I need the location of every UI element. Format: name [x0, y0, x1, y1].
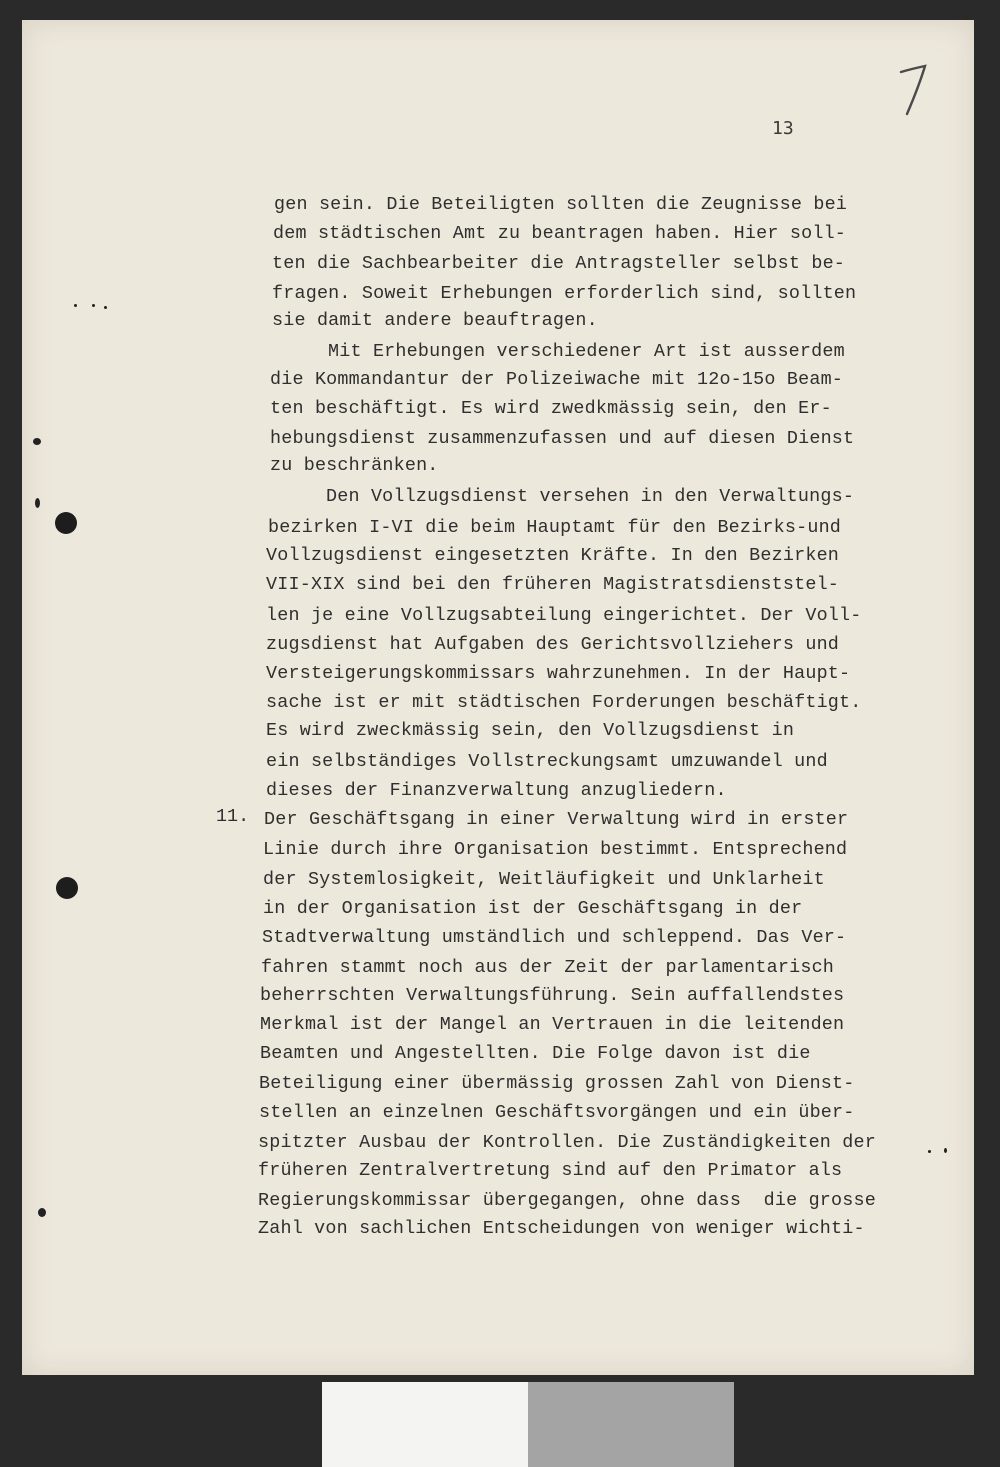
text-line: dem städtischen Amt zu beantragen haben. Hier soll-: [273, 223, 847, 244]
margin-speck: [38, 1208, 46, 1217]
text-line: Merkmal ist der Mangel an Vertrauen in die leitenden: [260, 1014, 845, 1035]
punch-hole-upper: [55, 512, 77, 534]
text-line: Mit Erhebungen verschiedener Art ist ausserdem: [328, 341, 845, 362]
text-line: bezirken I-VI die beim Hauptamt für den Bezirks-und: [268, 517, 842, 538]
margin-speck: [35, 498, 40, 508]
margin-speck: [33, 438, 41, 445]
text-line: Der Geschäftsgang in einer Verwaltung wird in erster: [264, 809, 849, 830]
text-line: der Systemlosigkeit, Weitläufigkeit und Unklarheit: [263, 869, 825, 890]
text-line: Linie durch ihre Organisation bestimmt. Entsprechend: [263, 839, 848, 860]
text-line: beherrschten Verwaltungsführung. Sein auffallendstes: [260, 985, 845, 1006]
text-line: Beamten und Angestellten. Die Folge davon ist die: [260, 1043, 811, 1064]
text-line: Regierungskommissar übergegangen, ohne dass die grosse: [258, 1190, 876, 1211]
text-line: dieses der Finanzverwaltung anzugliedern.: [266, 780, 727, 801]
text-line: spitzter Ausbau der Kontrollen. Die Zuständigkeiten der: [258, 1132, 876, 1153]
text-line: die Kommandantur der Polizeiwache mit 12o-15o Beam-: [270, 369, 844, 390]
margin-speck: [92, 304, 95, 307]
text-line: früheren Zentralvertretung sind auf den Primator als: [258, 1160, 843, 1181]
text-line: Den Vollzugsdienst versehen in den Verwaltungs-: [326, 486, 855, 507]
text-line: gen sein. Die Beteiligten sollten die Zeugnisse bei: [274, 194, 848, 215]
text-line: len je eine Vollzugsabteilung eingerichtet. Der Voll-: [266, 605, 862, 626]
text-line: Vollzugsdienst eingesetzten Kräfte. In den Bezirken: [266, 545, 840, 566]
text-line: hebungsdienst zusammenzufassen und auf diesen Dienst: [270, 428, 855, 449]
text-line: in der Organisation ist der Geschäftsgang in der: [263, 898, 803, 919]
text-line: Stadtverwaltung umständlich und schleppend. Das Ver-: [262, 927, 847, 948]
text-line: Beteiligung einer übermässig grossen Zahl von Dienst-: [259, 1073, 855, 1094]
text-line: ten beschäftigt. Es wird zwedkmässig sein, den Er-: [270, 398, 832, 419]
text-line: stellen an einzelnen Geschäftsvorgängen und ein über-: [259, 1102, 855, 1123]
margin-speck: [104, 306, 107, 309]
text-line: zu beschränken.: [270, 455, 439, 476]
margin-speck: [74, 304, 77, 307]
text-line: sie damit andere beauftragen.: [272, 310, 598, 331]
page-number: 13: [772, 118, 794, 139]
text-line: VII-XIX sind bei den früheren Magistratsdienststel-: [266, 574, 840, 595]
handwritten-folio-mark: [897, 60, 937, 120]
text-line: fahren stammt noch aus der Zeit der parlamentarisch: [261, 957, 835, 978]
text-line: Zahl von sachlichen Entscheidungen von weniger wichti-: [258, 1218, 865, 1239]
text-line: Es wird zweckmässig sein, den Vollzugsdienst in: [266, 720, 795, 741]
text-line: sache ist er mit städtischen Forderungen beschäftigt.: [266, 692, 862, 713]
calibration-patch-white: [322, 1382, 528, 1467]
punch-hole-lower: [56, 877, 78, 899]
calibration-patch-grey: [528, 1382, 734, 1467]
text-line: Versteigerungskommissars wahrzunehmen. In der Haupt-: [266, 663, 851, 684]
section-number: 11.: [216, 806, 250, 827]
margin-speck: [928, 1150, 931, 1153]
text-line: ein selbständiges Vollstreckungsamt umzuwandel und: [266, 751, 828, 772]
text-line: zugsdienst hat Aufgaben des Gerichtsvollziehers und: [266, 634, 840, 655]
text-line: fragen. Soweit Erhebungen erforderlich sind, sollten: [272, 283, 857, 304]
margin-speck: [944, 1148, 947, 1153]
text-line: ten die Sachbearbeiter die Antragsteller selbst be-: [272, 253, 846, 274]
